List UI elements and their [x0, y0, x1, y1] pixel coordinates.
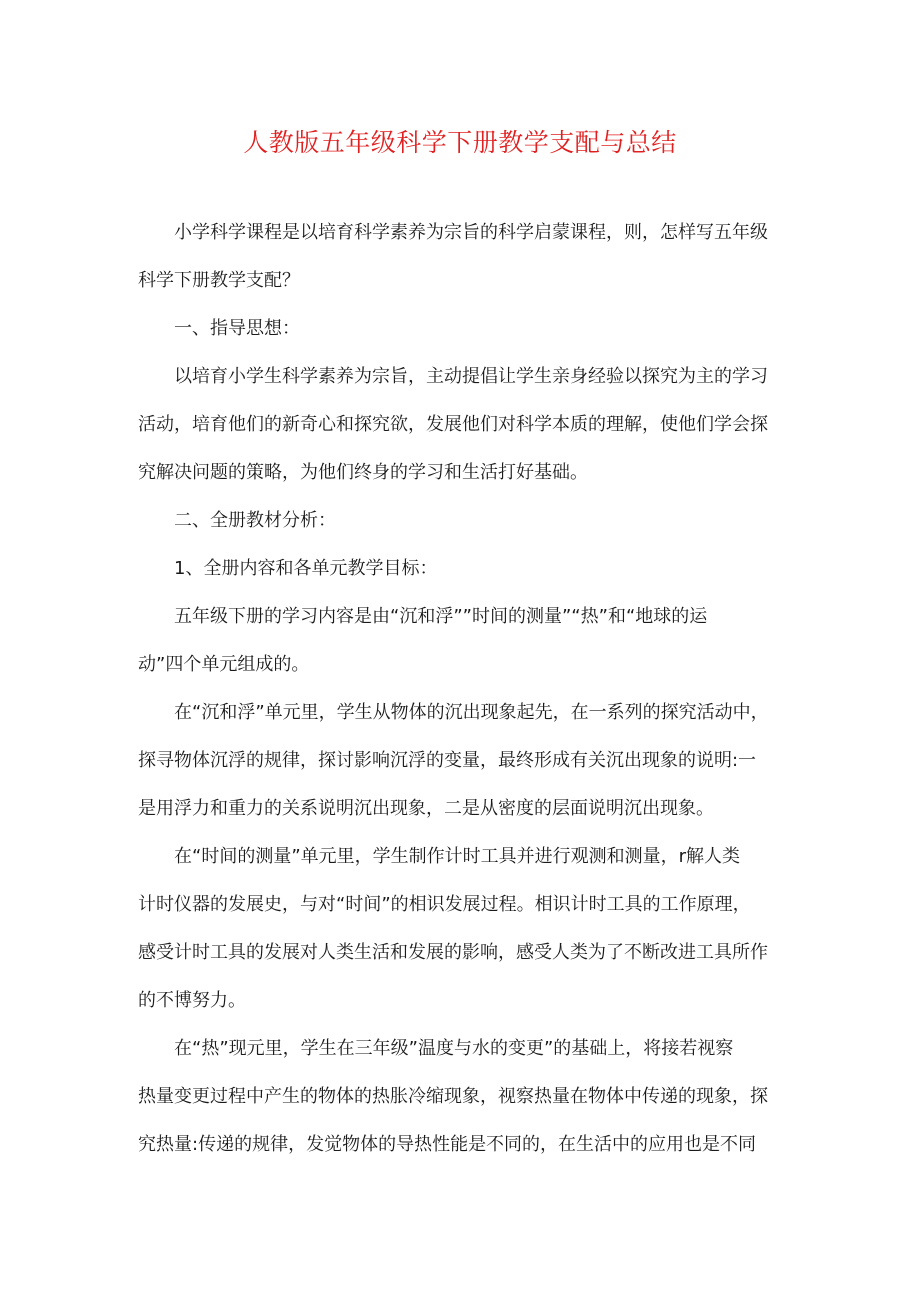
- text-line: 科学下册教学支配？: [138, 270, 300, 291]
- text-line: 究解决问题的策略，为他们终身的学习和生活打好基础。: [138, 462, 588, 483]
- text-line: 在“沉和浮”单元里，学生从物体的沉出现象起先，在一系列的探究活动中，: [174, 702, 769, 723]
- text-line: 究热量:传递的规律，发觉物体的导热性能是不同的，在生活中的应用也是不同: [138, 1134, 757, 1155]
- text-line: 在“热”现元里，学生在三年级”温度与水的变更”的基础上，将接若视察: [174, 1038, 734, 1059]
- section-heading: 一、指导思想：: [174, 318, 300, 339]
- text-line: 感受计时工具的发展对人类生活和发展的影响，感受人类为了不断改进工具所作: [138, 942, 768, 963]
- text-line: 的不博努力。: [138, 990, 246, 1011]
- text-line: 小学科学课程是以培育科学素养为宗旨的科学启蒙课程，则，怎样写五年级: [174, 222, 768, 243]
- text-line: 五年级下册的学习内容是由“沉和浮””时间的测量”“热”和“地球的运: [174, 606, 708, 627]
- document-body: [138, 218, 774, 1178]
- text-line: 在“时间的测量”单元里，学生制作计时工具并进行观测和测量，r解人类: [174, 846, 741, 867]
- subsection-heading: 1、全册内容和各单元教学目标：: [174, 558, 438, 579]
- text-line: 是用浮力和重力的关系说明沉出现象，二是从密度的层面说明沉出现象。: [138, 798, 714, 819]
- text-line: 计时仪器的发展史，与对“时间”的相识发展过程。相识计时工具的工作原理，: [138, 894, 751, 915]
- text-line: 动”四个单元组成的。: [138, 654, 310, 675]
- section-heading: 二、全册教材分析：: [174, 510, 336, 531]
- document-title: 人教版五年级科学下册教学支配与总结: [243, 128, 677, 157]
- text-line: 热量变更过程中产生的物体的热胀冷缩现象，视察热量在物体中传递的现象，探: [138, 1086, 768, 1107]
- text-line: 探寻物体沉浮的规律，探讨影响沉浮的变量，最终形成有关沉出现象的说明:一: [138, 750, 757, 771]
- text-line: 活动，培育他们的新奇心和探究欲，发展他们对科学本质的理解，使他们学会探: [138, 414, 768, 435]
- text-line: 以培育小学生科学素养为宗旨，主动提倡让学生亲身经验以探究为主的学习: [174, 366, 768, 387]
